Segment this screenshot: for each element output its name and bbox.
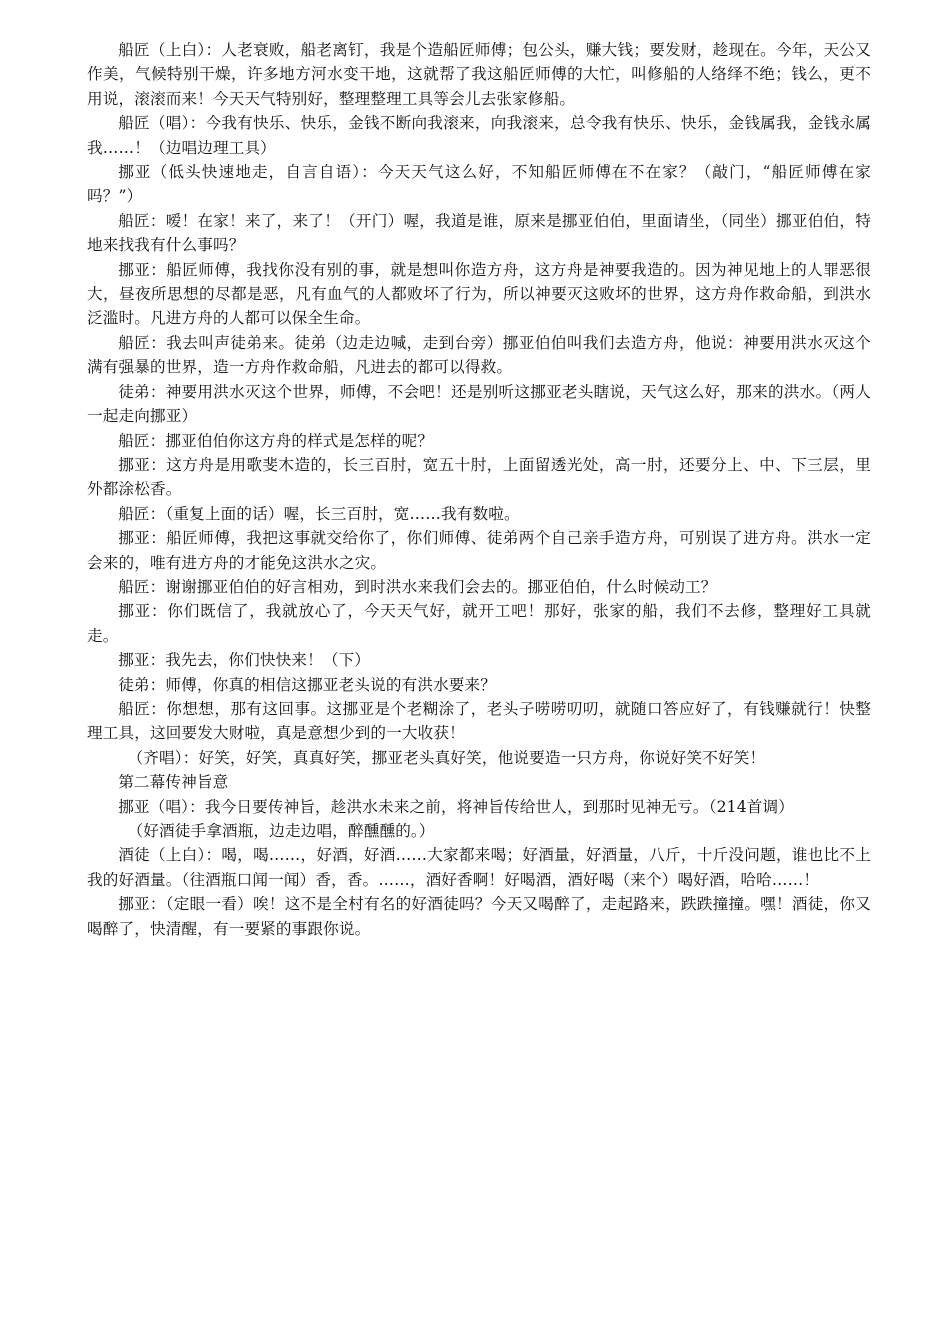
paragraph-drunkard-monologue: 酒徒（上白）：喝，喝……，好酒，好酒……大家都来喝；好酒量，好酒量，八斤，十斤没问题，谁也比不上我的好酒量。（往酒瓶口闻一闻）香，香。……，酒好香啊！好喝酒，酒好喝（来个）喝好酒，哈哈……！ (87, 846, 871, 889)
paragraph-noah-exits: 挪亚：我先去，你们快快来！（下） (118, 651, 371, 670)
paragraph-chorus: （齐唱）：好笑，好笑，真真好笑，挪亚老头真好笑，他说要造一只方舟，你说好笑不好笑！ (127, 748, 766, 767)
paragraph-noah-entrusts: 挪亚：船匠师傅，我把这事就交给你了，你们师傅、徒弟两个自己亲手造方舟，可别误了进方舟。洪水一定会来的，唯有进方舟的才能免这洪水之灾。 (87, 529, 871, 572)
act-two-heading: 第二幕传神旨意 (118, 773, 229, 792)
paragraph-boatwright-calls-apprentice: 船匠：我去叫声徒弟来。徒弟（边走边喊，走到台旁）挪亚伯伯叫我们去造方舟，他说：神要用洪水灭这个满有强暴的世界，造一方舟作救命船，凡进去的都可以得救。 (87, 333, 871, 377)
paragraph-noah-song: 挪亚（唱）：我今日要传神旨，趁洪水未来之前，将神旨传给世人，到那时见神无亏。（214首调） (118, 797, 795, 816)
paragraph-apprentice-question: 徒弟：师傅，你真的相信这挪亚老头说的有洪水要来？ (118, 675, 497, 694)
paragraph-boatwright-asks-design: 船匠：挪亚伯伯你这方舟的样式是怎样的呢？ (118, 431, 434, 450)
paragraph-apprentice-doubts: 徒弟：神要用洪水灭这个世界，师傅，不会吧！还是别听这挪亚老头瞎说，天气这么好，那来的洪水。（两人一起走向挪亚） (87, 382, 871, 426)
paragraph-boatwright-mocks: 船匠：你想想，那有这回事。这挪亚是个老糊涂了，老头子唠唠叨叨，就随口答应好了，有钱赚就行！快整理工具，这回要发大财啦，真是意想少到的一大收获！ (87, 699, 871, 743)
paragraph-boatwright-repeats: 船匠：（重复上面的话）喔，长三百肘，宽……我有数啦。 (118, 504, 520, 523)
stage-direction-drunkard: （好酒徒手拿酒瓶，边走边唱，醉醺醺的。） (127, 822, 435, 840)
paragraph-boatwright-song: 船匠（唱）：今我有快乐、快乐，金钱不断向我滚来，向我滚来，总令我有快乐、快乐，金钱属我，金钱永属我……！（边唱边理工具） (87, 114, 871, 157)
paragraph-noah-request: 挪亚：船匠师傅，我找你没有别的事，就是想叫你造方舟，这方舟是神要我造的。因为神见地上的人罪恶很大，昼夜所思想的尽都是恶，凡有血气的人都败坏了行为，所以神要灭这败坏的世界，这方舟作救命船，到洪水泛滥时。凡进方舟的人都可以保全生命。 (87, 260, 871, 328)
script-text (87, 38, 871, 941)
paragraph-noah-knocks: 挪亚（低头快速地走，自言自语）：今天天气这么好，不知船匠师傅在不在家？（敲门，“船匠师傅在家吗？”） (87, 163, 871, 206)
paragraph-noah-start-work: 挪亚：你们既信了，我就放心了，今天天气好，就开工吧！那好，张家的船，我们不去修，整理好工具就走。 (87, 602, 871, 645)
paragraph-noah-to-drunkard: 挪亚：（定眼一看）唉！这不是全村有名的好酒徒吗？今天又喝醉了，走起路来，跌跌撞撞。嘿！酒徒，你又喝醉了，快清醒，有一要紧的事跟你说。 (87, 895, 871, 938)
paragraph-boatwright-thanks: 船匠：谢谢挪亚伯伯的好言相劝，到时洪水来我们会去的。挪亚伯伯，什么时候动工？ (118, 577, 717, 596)
paragraph-boatwright-greets: 船匠：嗳！在家！来了，来了！（开门）喔，我道是谁，原来是挪亚伯伯，里面请坐，（同坐）挪亚伯伯，特地来找我有什么事吗？ (87, 211, 871, 255)
paragraph-boatwright-opening: 船匠（上白）：人老衰败，船老离钉，我是个造船匠师傅；包公头，赚大钱；要发财，趁现在。今年，天公又作美，气候特别干燥，许多地方河水变干地，这就帮了我这船匠师傅的大忙，叫修船的人络绎不绝；钱么，更不用说，滚滚而来！今天天气特别好，整理整理工具等会儿去张家修船。 (87, 41, 871, 108)
paragraph-noah-ark-design: 挪亚：这方舟是用歌斐木造的，长三百肘，宽五十肘，上面留透光处，高一肘，还要分上、中、下三层，里外都涂松香。 (87, 455, 871, 499)
